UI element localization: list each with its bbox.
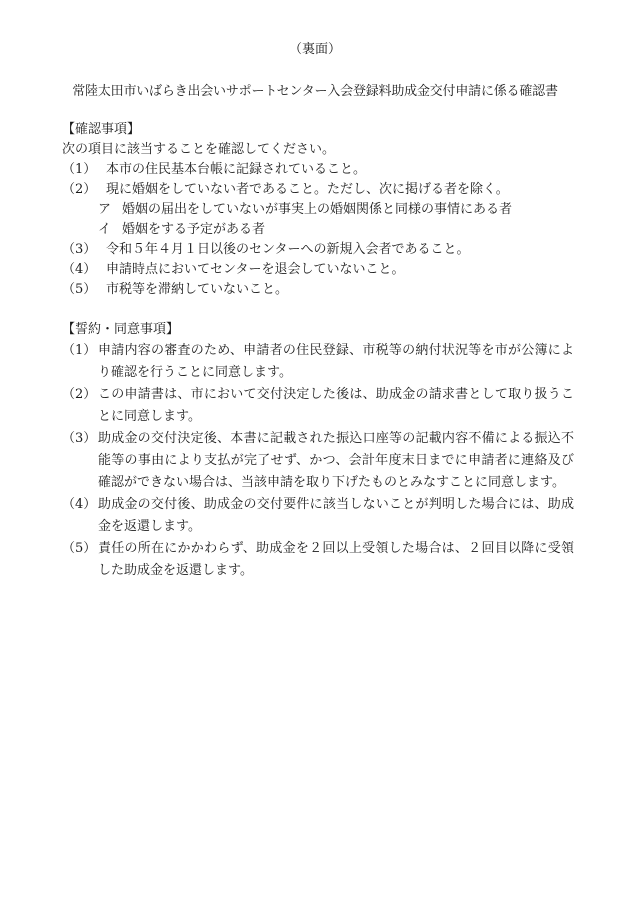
- confirmation-subitem-a: [62, 200, 574, 220]
- item-number: （3）: [62, 431, 97, 446]
- confirmation-item-2: [62, 180, 574, 200]
- item-text: 助成金の交付後、助成金の交付要件に該当しないことが判明した場合には、助成金を返還します。: [98, 497, 574, 534]
- item-text: 申請時点においてセンターを退会していないこと。: [106, 262, 405, 277]
- confirmation-item-3: [62, 240, 574, 260]
- item-text: 現に婚姻をしていない者であること。ただし、次に掲げる者を除く。: [106, 182, 509, 197]
- subitem-mark: ア: [98, 202, 112, 217]
- pledge-item-2: [62, 384, 574, 428]
- item-text: 本市の住民基本台帳に記録されていること。: [106, 162, 367, 177]
- confirmation-heading: 【確認事項】: [62, 122, 141, 137]
- item-text: 令和５年４月１日以後のセンターへの新規入会者であること。: [106, 242, 470, 257]
- confirmation-item-4: [62, 260, 574, 280]
- subitem-text: 婚姻をする予定がある者: [122, 222, 266, 237]
- item-number: （2）: [62, 387, 97, 402]
- document-body: [62, 120, 574, 582]
- document-title: 常陸太田市いばらき出会いサポートセンター入会登録料助成金交付申請に係る確認書: [72, 84, 558, 99]
- confirmation-intro: 次の項目に該当することを確認してください。: [62, 142, 336, 157]
- confirmation-item-1: [62, 160, 574, 180]
- pledge-item-4: [62, 494, 574, 538]
- page-side-label: （裏面）: [288, 42, 341, 57]
- pledge-item-3: [62, 428, 574, 494]
- item-text: 助成金の交付決定後、本書に記載された振込口座等の記載内容不備による振込不能等の事由により支払が完了せず、かつ、会計年度末日までに申請者に連絡及び確認ができない場合は、当該申請を取り下げたものとみなすことに同意します。: [98, 431, 574, 490]
- item-text: 申請内容の審査のため、申請者の住民登録、市税等の納付状況等を市が公簿により確認を行うことに同意します。: [98, 343, 574, 380]
- item-text: 責任の所在にかかわらず、助成金を２回以上受領した場合は、２回目以降に受領した助成金を返還します。: [98, 541, 574, 578]
- pledge-item-1: [62, 340, 574, 384]
- subitem-text: 婚姻の届出をしていないが事実上の婚姻関係と同様の事情にある者: [122, 202, 513, 217]
- item-text: この申請書は、市において交付決定した後は、助成金の請求書として取り扱うことに同意します。: [98, 387, 574, 424]
- confirmation-item-5: [62, 280, 574, 300]
- pledge-item-5: [62, 538, 574, 582]
- item-number: （4）: [62, 497, 97, 512]
- subitem-mark: イ: [98, 222, 112, 237]
- item-number: （3）: [62, 242, 97, 257]
- section-spacer: [62, 300, 574, 320]
- item-number: （5）: [62, 282, 97, 297]
- item-number: （2）: [62, 182, 97, 197]
- item-number: （4）: [62, 262, 97, 277]
- item-text: 市税等を滞納していないこと。: [106, 282, 289, 297]
- item-number: （5）: [62, 541, 97, 556]
- item-number: （1）: [62, 343, 97, 358]
- pledge-heading: 【誓約・同意事項】: [62, 322, 180, 337]
- item-number: （1）: [62, 162, 97, 177]
- confirmation-subitem-i: [62, 220, 574, 240]
